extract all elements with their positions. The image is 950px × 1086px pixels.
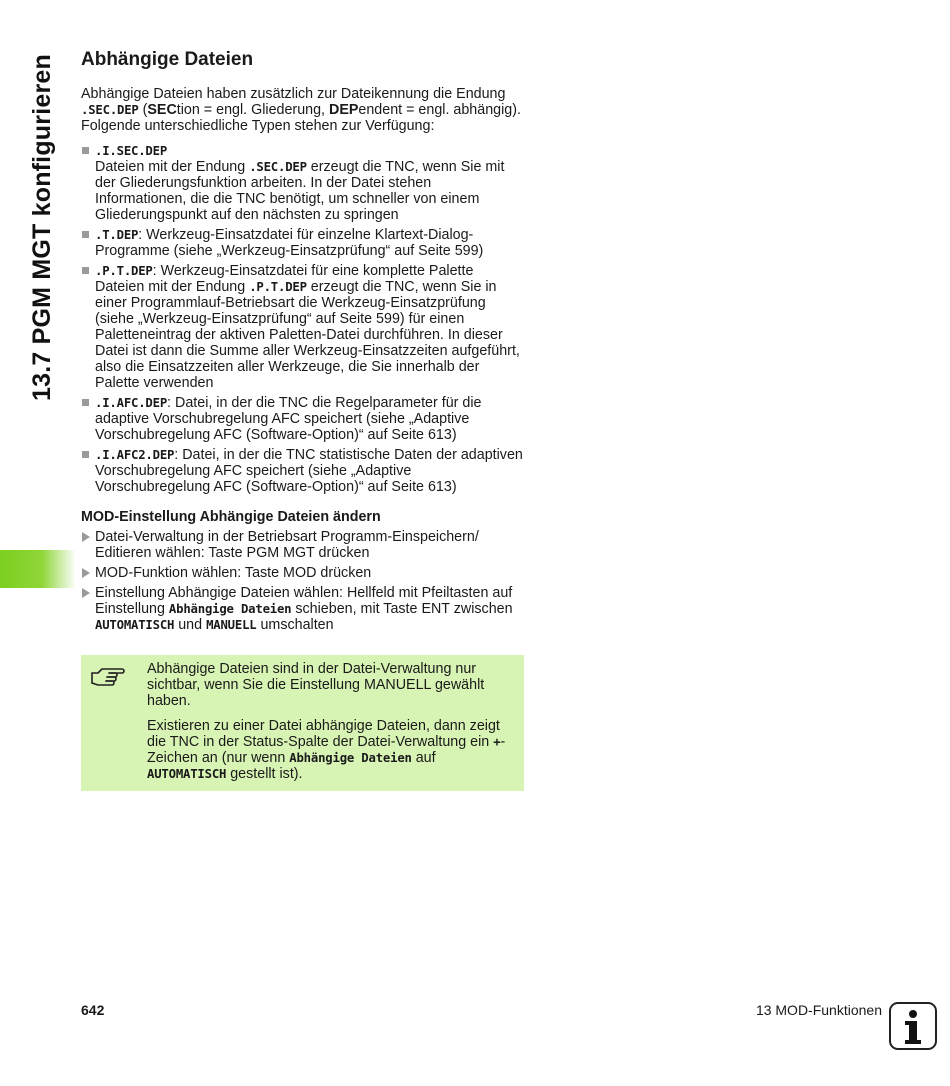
info-glyph: [891, 1004, 935, 1048]
intro-text-2: (: [138, 102, 148, 118]
note-paragraph-1: Abhängige Dateien sind in der Datei-Verwaltung nur sichtbar, wenn Sie die Einstellung MANUELL gewählt haben.: [147, 661, 485, 709]
item-text: : Werkzeug-Einsatzdatei für eine komplette Palette: [152, 263, 474, 279]
list-item-sec-dep: [81, 143, 525, 223]
bullet-square-icon: [82, 147, 89, 154]
file-type-code: .SEC.DEP: [249, 160, 307, 174]
setting-code: AUTOMATISCH: [95, 618, 175, 632]
file-type-code: .I.AFC2.DEP: [95, 448, 175, 462]
step-text: und: [174, 617, 207, 633]
step-text: Datei-Verwaltung in der Betriebsart Programm-Einspeichern/ Editieren wählen: Taste PGM MGT drücken: [95, 529, 479, 561]
setting-code: MANUELL: [206, 618, 257, 632]
setting-code: AUTOMATISCH: [147, 767, 227, 781]
step-text: umschalten: [256, 617, 334, 633]
bullet-square-icon: [82, 231, 89, 238]
list-item-afc-dep: [81, 395, 525, 443]
bullet-square-icon: [82, 267, 89, 274]
item-text: : Datei, in der die TNC statistische Daten der adaptiven Vorschubregelung AFC speichert (siehe „Adaptive Vorschubregelung AFC (Software-Option)“ auf Seite 613): [95, 447, 523, 495]
file-type-code: .P.T.DEP: [249, 280, 307, 294]
note-paragraph-2: [147, 718, 515, 782]
file-type-code: .I.AFC.DEP: [95, 396, 168, 410]
chapter-footer: 13 MOD-Funktionen: [755, 1002, 882, 1018]
bullet-square-icon: [82, 451, 89, 458]
file-type-code: .I.SEC.DEP: [95, 144, 168, 158]
intro-bold-dep: DEP: [329, 102, 359, 118]
intro-bold-sec: SEC: [147, 102, 177, 118]
section-title-text: 13.7 PGM MGT konfigurieren: [27, 53, 56, 401]
item-text: erzeugt die TNC, wenn Sie in einer Programmlauf-Betriebsart die Werkzeug-Einsatzprüfung (siehe „Werkzeug-Einsatzprüfung“ auf Seite 599) für einen Paletteneintrag der aktiven Paletten-Datei durchführen. In dieser Datei ist dann die Summe aller Werkzeug-Einsatzzeiten aufgeführt, also die Einsatzzeiten aller Werkzeuge, die Sie innerhalb der Palette verwenden: [95, 279, 520, 391]
plus-symbol: +: [493, 735, 501, 749]
note-text-part: -Zeichen an (nur wenn: [147, 734, 506, 766]
setting-code: Abhängige Dateien: [289, 751, 412, 765]
intro-paragraph: [81, 86, 525, 134]
list-item-afc2-dep: [81, 447, 525, 495]
page-heading: Abhängige Dateien: [81, 49, 254, 70]
file-type-code: .P.T.DEP: [95, 264, 153, 278]
chapter-marker-bar: [0, 550, 76, 588]
page-number: 642: [81, 1002, 105, 1018]
setting-code: Abhängige Dateien: [168, 602, 292, 616]
item-text: Dateien mit der Endung: [95, 279, 250, 295]
item-text: : Werkzeug-Einsatzdatei für einzelne Klartext-Dialog-Programme (siehe „Werkzeug-Einsatzprüfung“ auf Seite 599): [95, 227, 484, 259]
step-text: schieben, mit Taste ENT zwischen: [291, 601, 513, 617]
step-arrow-icon: [82, 588, 90, 598]
intro-text-4: endent = engl. abhängig). Folgende unterschiedliche Typen stehen zur Verfügung:: [81, 102, 521, 134]
step-arrow-icon: [82, 568, 90, 578]
bullet-square-icon: [82, 399, 89, 406]
intro-text-1: Abhängige Dateien haben zusätzlich zur Dateikennung die Endung: [81, 86, 506, 102]
note-text-part: gestellt ist).: [226, 766, 303, 782]
note-text-part: Existieren zu einer Datei abhängige Dateien, dann zeigt die TNC in der Status-Spalte der Datei-Verwaltung ein: [147, 718, 500, 750]
main-content: [81, 48, 525, 637]
file-type-code: .T.DEP: [95, 228, 139, 242]
list-item-p-t-dep: [81, 263, 525, 391]
step-item: [81, 565, 525, 581]
pointing-hand-icon: [91, 665, 125, 689]
info-icon: [889, 1002, 937, 1050]
step-item: [81, 585, 525, 633]
step-item: [81, 529, 525, 561]
step-arrow-icon: [82, 532, 90, 542]
intro-text-3: tion = engl. Gliederung,: [176, 102, 329, 118]
step-text: MOD-Funktion wählen: Taste MOD drücken: [95, 565, 372, 581]
subheading: MOD-Einstellung Abhängige Dateien ändern: [81, 509, 381, 525]
list-item-t-dep: [81, 227, 525, 259]
note-text: [147, 661, 515, 791]
item-text: : Datei, in der die TNC die Regelparameter für die adaptive Vorschubregelung AFC speichert (siehe „Adaptive Vorschubregelung AFC (Software-Option)“ auf Seite 613): [95, 395, 482, 443]
note-box: [81, 655, 524, 791]
item-text: erzeugt die TNC, wenn Sie mit der Gliederungsfunktion arbeiten. In der Datei stehen Informationen, die die TNC benötigt, um schneller von einem Gliederungspunkt auf den nächsten zu springen: [95, 159, 505, 223]
section-side-title: [14, 52, 70, 402]
note-text-part: auf: [411, 750, 436, 766]
step-text: Einstellung Abhängige Dateien wählen: Hellfeld mit Pfeiltasten auf Einstellung: [95, 585, 513, 617]
item-text: Dateien mit der Endung: [95, 159, 250, 175]
intro-code: .SEC.DEP: [81, 103, 139, 117]
